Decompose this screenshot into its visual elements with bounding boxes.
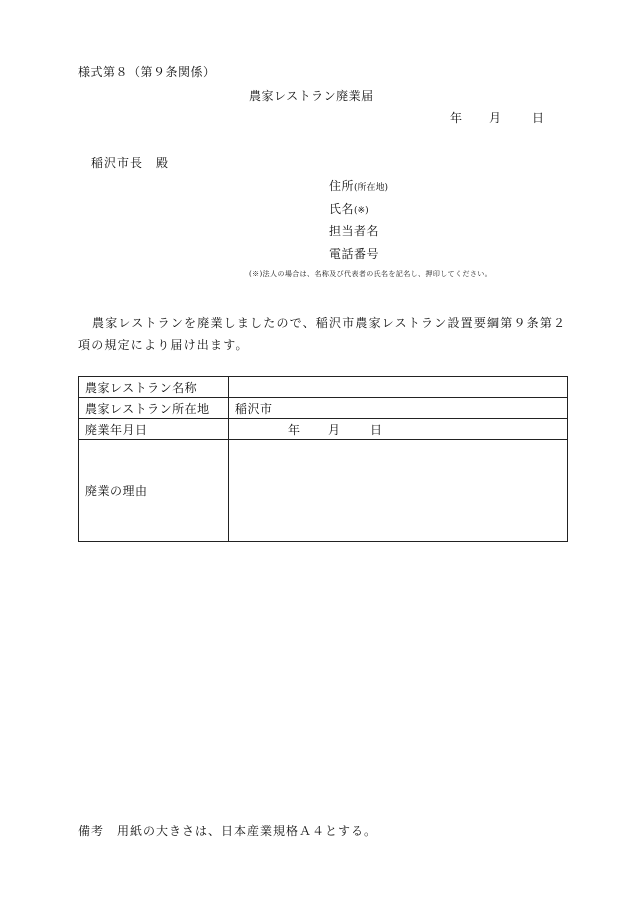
closure-month-label: 月	[328, 422, 341, 437]
closure-day-label: 日	[370, 422, 383, 437]
address-sub-label: (所在地)	[354, 183, 389, 193]
table-row	[79, 398, 568, 419]
phone-label: 電話番号	[329, 247, 380, 261]
address-label: 住所	[329, 179, 355, 193]
closure-date-value[interactable]	[229, 419, 568, 440]
closure-reason-label: 廃業の理由	[79, 440, 229, 542]
declaration-body: 農家レストランを廃業しましたので、稲沢市農家レストラン設置要綱第９条第２項の規定により届け出ます。	[78, 316, 567, 352]
declaration-text	[78, 312, 568, 356]
form-number: 様式第８（第９条関係）	[78, 65, 216, 79]
applicant-name-field[interactable]	[329, 200, 369, 217]
applicant-phone-field[interactable]	[329, 245, 379, 262]
applicant-address-field[interactable]	[329, 177, 388, 194]
restaurant-location-value[interactable]: 稲沢市	[229, 398, 568, 419]
table-row	[79, 419, 568, 440]
restaurant-location-label: 農家レストラン所在地	[79, 398, 229, 419]
closure-year-label: 年	[288, 422, 301, 437]
closure-date-label: 廃業年月日	[79, 419, 229, 440]
date-day-label: 日	[532, 111, 545, 125]
contact-label: 担当者名	[329, 224, 380, 238]
date-year-label: 年	[450, 111, 463, 125]
closure-reason-value[interactable]	[229, 440, 568, 542]
details-table	[78, 376, 568, 542]
corporate-note: (※)法人の場合は、名称及び代表者の氏名を記名し、押印してください。	[249, 270, 493, 278]
table-row	[79, 440, 568, 542]
submission-date[interactable]	[450, 109, 544, 126]
page-title: 農家レストラン廃業届	[249, 89, 374, 103]
name-label: 氏名	[329, 202, 355, 216]
restaurant-name-label: 農家レストラン名称	[79, 377, 229, 398]
applicant-contact-field[interactable]	[329, 222, 379, 239]
restaurant-name-value[interactable]	[229, 377, 568, 398]
remarks: 備考 用紙の大きさは、日本産業規格Ａ４とする。	[78, 824, 378, 838]
table-row	[79, 377, 568, 398]
name-sub-label: (※)	[354, 206, 369, 216]
date-month-label: 月	[489, 111, 502, 125]
addressee: 稲沢市長 殿	[91, 156, 170, 170]
